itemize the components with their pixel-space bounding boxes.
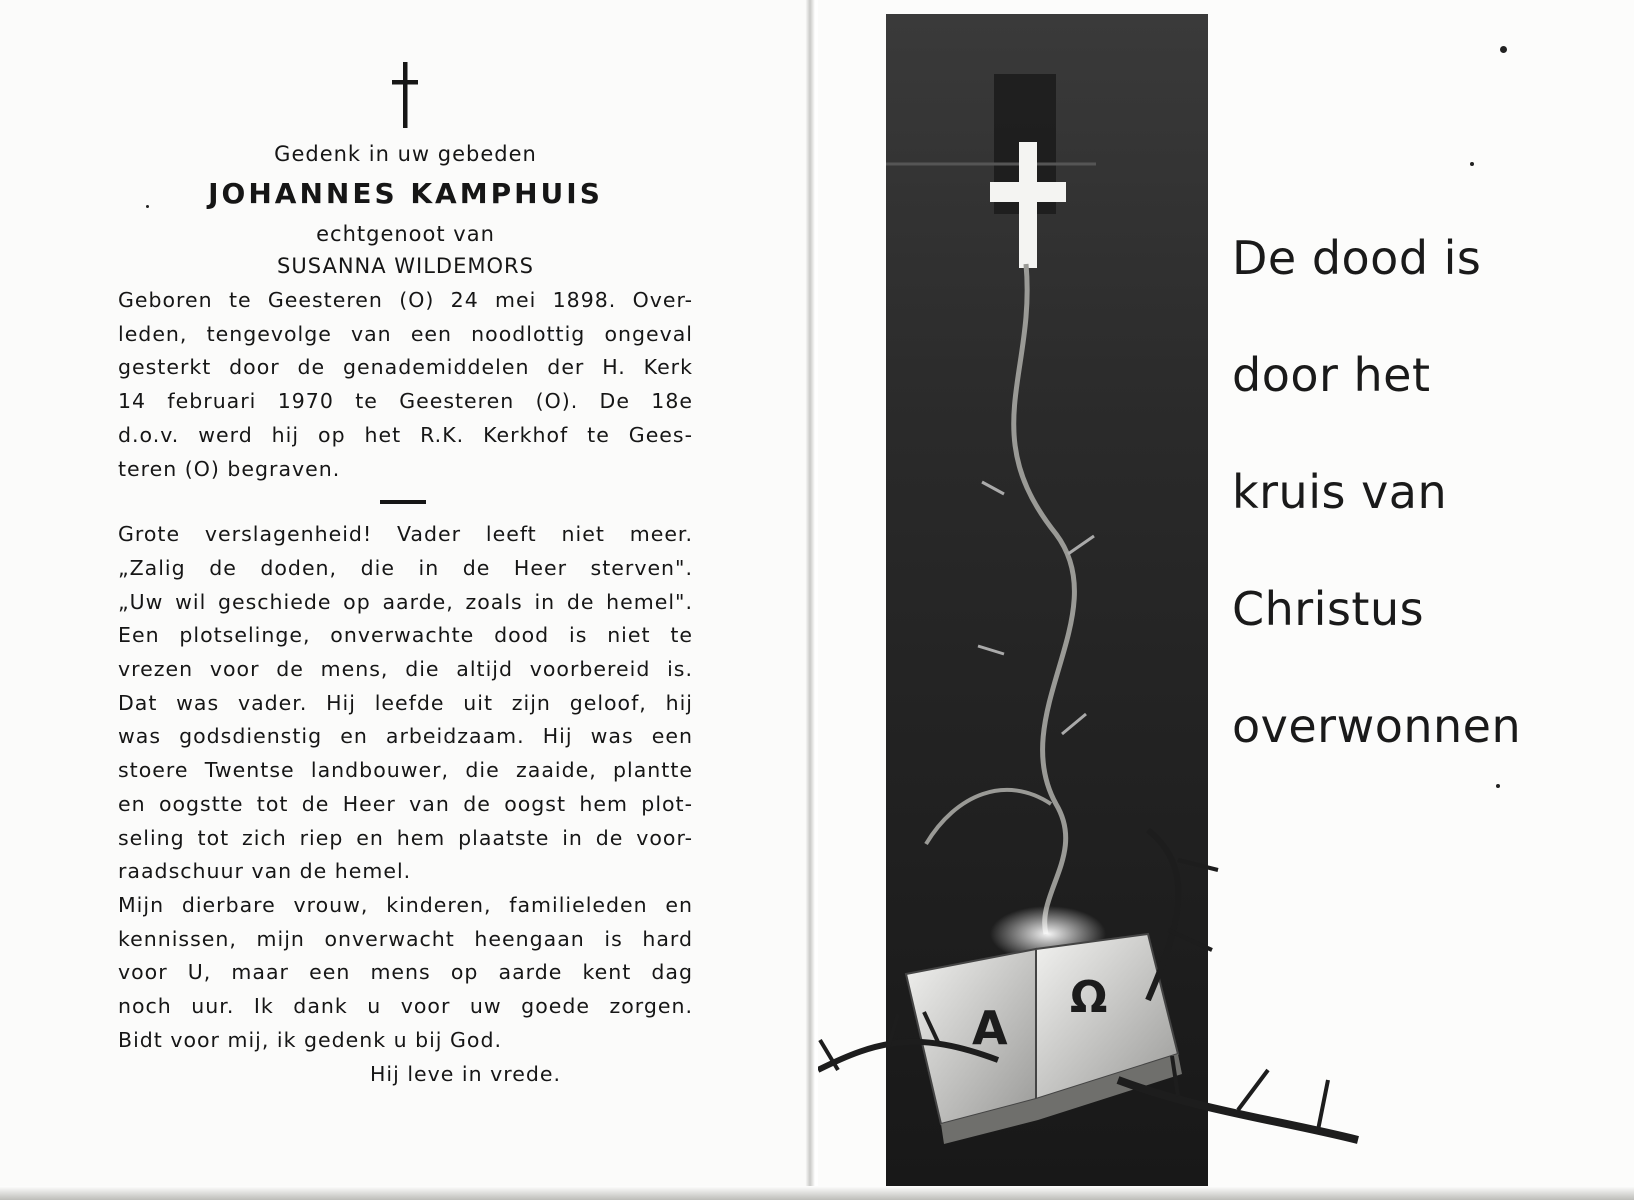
verse-line: door het [1232,348,1431,402]
speck [1496,784,1500,788]
intro-line: Gedenk in uw gebeden [274,142,537,166]
biography-line: Geboren te Geesteren (O) 24 mei 1898. Over- [118,288,693,312]
biography-line: leden, tengevolge van een noodlottig ongeval [118,321,693,346]
memorial-line: Een plotselinge, onverwachte dood is niet te [118,623,693,648]
obituary-text [118,138,693,1091]
farewell-line: voor U, maar een mens op aarde kent dag [118,960,693,985]
memorial-line: Dat was vader. Hij leefde uit zijn geloof, hij [118,690,693,715]
memorial-line: „Uw wil geschiede op aarde, zoals in de hemel". [118,589,693,614]
memorial-line: en oogstte tot de Heer van de oogst hem plot- [118,791,693,816]
biography-paragraph [118,284,693,486]
left-card [0,0,810,1200]
verse-line: kruis van [1232,465,1448,519]
memorial-line: was godsdienstig en arbeidzaam. Hij was een [118,724,693,749]
verse-line: De dood is [1232,231,1482,285]
verse-line: overwonnen [1232,699,1522,753]
verse-text [1232,200,1592,785]
relation-line: echtgenoot van [316,222,495,246]
omega-letter: Ω [1070,972,1108,1023]
alpha-letter: A [972,1001,1008,1055]
fold-shadow [805,0,815,1200]
farewell-line: Mijn dierbare vrouw, kinderen, familieleden en [118,892,693,917]
memorial-line: stoere Twentse landbouwer, die zaaide, plantte [118,758,693,783]
thorn-branches-icon [818,780,1434,1200]
speck [1500,46,1507,53]
biography-line: teren (O) begraven. [118,456,341,481]
memorial-line: „Zalig de doden, die in de Heer sterven". [118,555,693,580]
verse-line: Christus [1232,582,1425,636]
biography-line: 14 februari 1970 te Geesteren (O). De 18e [118,389,693,414]
spouse-name: SUSANNA WILDEMORS [277,254,534,278]
farewell-paragraph [118,889,693,1058]
cross-icon [390,62,420,142]
farewell-line: kennissen, mijn onverwacht heengaan is hard [118,926,693,951]
biography-line: gesterkt door de genademiddelen der H. Kerk [118,355,693,380]
deceased-name: JOHANNES KAMPHUIS [208,177,603,210]
closing-line: Hij leve in vrede. [370,1062,561,1087]
speck [1470,162,1474,166]
farewell-line: Bidt voor mij, ik gedenk u bij God. [118,1027,502,1052]
memorial-line: vrezen voor de mens, die altijd voorbereid is. [118,657,693,682]
memorial-line: Grote verslagenheid! Vader leeft niet meer. [118,522,693,547]
memorial-line: raadschuur van de hemel. [118,859,412,884]
speck [146,205,149,208]
biography-line: d.o.v. werd hij op het R.K. Kerkhof te Gees- [118,422,693,447]
memorial-line: seling tot zich riep en hem plaatste in de voor- [118,825,693,850]
bottom-edge-shadow [0,1186,1634,1200]
farewell-line: noch uur. Ik dank u voor uw goede zorgen. [118,994,693,1019]
section-divider [380,500,426,504]
memorial-paragraph [118,518,693,889]
